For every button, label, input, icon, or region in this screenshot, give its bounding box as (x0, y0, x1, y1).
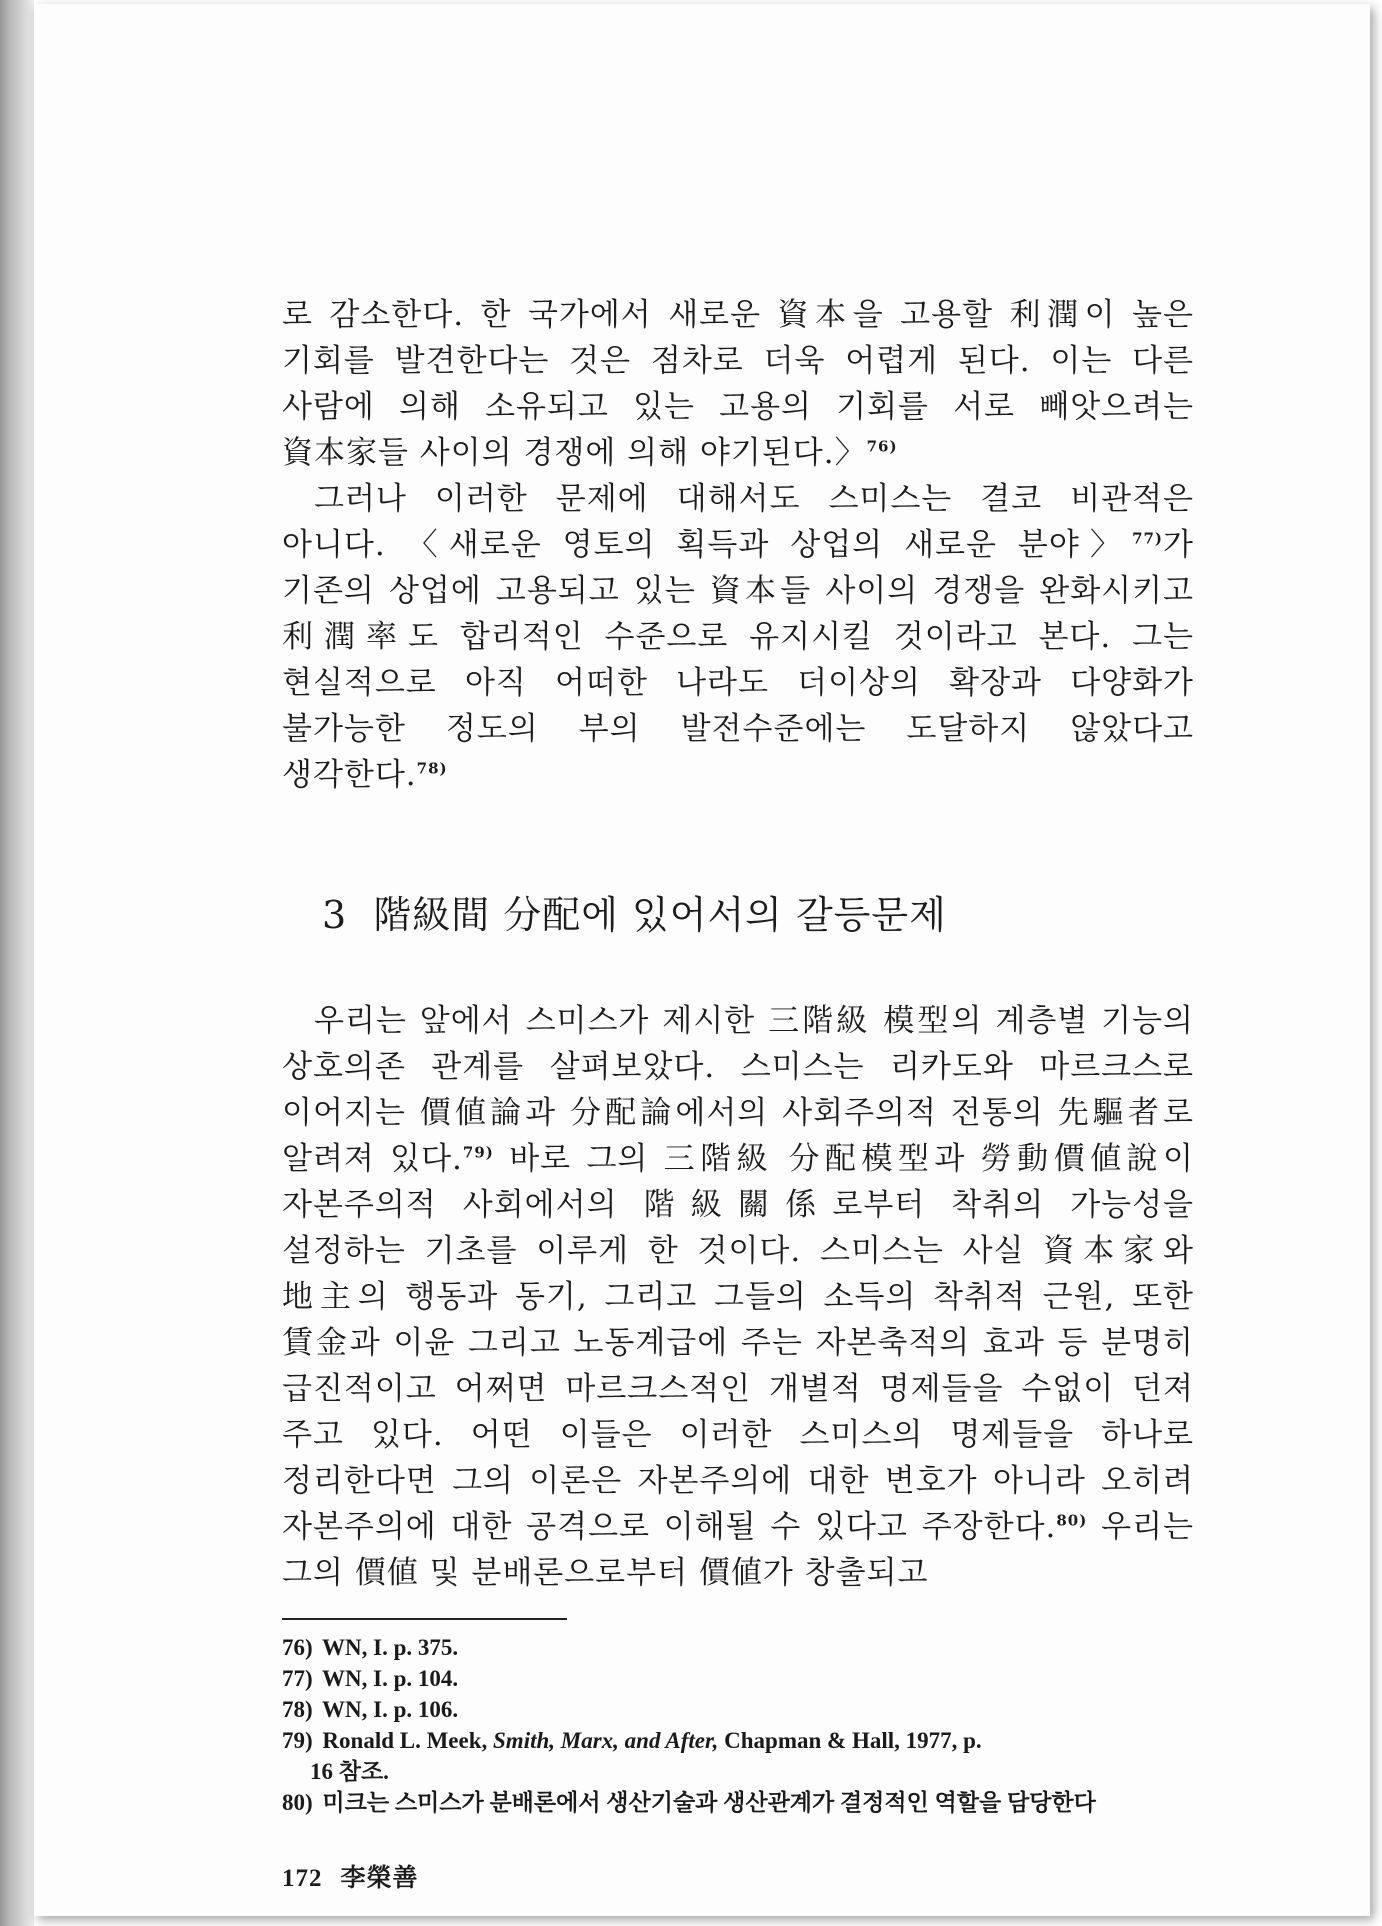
section-heading (322, 890, 1194, 940)
page-folio (282, 1858, 1194, 1894)
page-number: 172 (282, 1865, 323, 1892)
paragraph-2-text-a: 그러나 이러한 문제에 대해서도 스미스는 결코 비관적은 아니다. 〈새로운 영토의 획득과 상업의 새로운 분야〉 (282, 481, 1194, 563)
footnote-ref-78: 78) (416, 759, 448, 778)
footnote-76-marker: 76) (282, 1635, 313, 1660)
paragraph-2 (282, 476, 1194, 798)
footnote-ref-80: 80) (1056, 1511, 1088, 1530)
footnote-79-continuation: 16 참조. (310, 1759, 389, 1784)
footnote-79-publisher: Chapman & Hall, 1977, p. (724, 1728, 982, 1753)
paragraph-1 (282, 292, 1194, 476)
footnote-79-author: Ronald L. Meek, (322, 1728, 488, 1753)
section-title: 階級間 分配에 있어서의 갈등문제 (373, 893, 947, 937)
footnote-80-marker: 80) (282, 1790, 313, 1815)
footnotes (282, 1632, 1194, 1818)
footnote-ref-79: 79) (462, 1143, 494, 1162)
paragraph-3-text-c: 우리는 그의 價値 및 분배론으로부터 價値가 창출되고 (282, 1509, 1194, 1591)
footnote-80-text: 미크는 스미스가 분배론에서 생산기술과 생산관계가 결정적인 역할을 담당한다 (322, 1790, 1096, 1815)
paragraph-2-text-b: 가 기존의 상업에 고용되고 있는 資本들 사이의 경쟁을 완화시키고 利潤率도 합리적인 수준으로 유지시킬 것이라고 본다. 그는 현실적으로 아직 어떠한 나라도 더이상의 확장과 다양화가 불가능한 정도의 부의 발전수준에는 도달하지 않았다고 생각한다. (282, 527, 1194, 793)
footnote-ref-77: 77) (1132, 529, 1164, 548)
footnote-79-title: Smith, Marx, and After, (493, 1728, 719, 1753)
footnote-76 (282, 1632, 1194, 1663)
footnote-77-marker: 77) (282, 1666, 313, 1691)
footnote-divider (282, 1618, 567, 1620)
footnote-78 (282, 1694, 1194, 1725)
paragraph-3-text-a: 우리는 앞에서 스미스가 제시한 三階級 模型의 계층별 기능의 상호의존 관계를 살펴보았다. 스미스는 리카도와 마르크스로 이어지는 價値論과 分配論에서의 사회주의적 전통의 先驅者로 알려져 있다. (282, 1003, 1194, 1177)
footnote-ref-76: 76) (866, 437, 898, 456)
footnote-78-text: WN, I. p. 106. (322, 1697, 459, 1722)
footnote-80 (282, 1787, 1194, 1818)
page-stack-edge (0, 0, 34, 1926)
footnote-77 (282, 1663, 1194, 1694)
footnote-78-marker: 78) (282, 1697, 313, 1722)
running-author: 李榮善 (340, 1865, 419, 1892)
footnote-79 (282, 1725, 1194, 1756)
paragraph-3 (282, 998, 1194, 1596)
paragraph-3-text-b: 바로 그의 三階級 分配模型과 勞動價値說이 자본주의적 사회에서의 階級關係로부터 착취의 가능성을 설정하는 기초를 이루게 한 것이다. 스미스는 사실 資本家와 地主의 행동과 동기, 그리고 그들의 소득의 착취적 근원, 또한 賃金과 이윤 그리고 노동계급에 주는 자본축적의 효과 등 분명히 급진적이고 어쩌면 마르크스적인 개별적 명제들을 수없이 던져 주고 있다. 어떤 이들은 이러한 스미스의 명제들을 하나로 정리한다면 그의 이론은 자본주의에 대한 변호가 아니라 오히려 자본주의에 대한 공격으로 이해될 수 있다고 주장한다. (282, 1141, 1194, 1545)
footnote-76-text: WN, I. p. 375. (322, 1635, 459, 1660)
footnote-79-marker: 79) (282, 1728, 313, 1753)
page-content (282, 292, 1194, 1894)
section-number: 3 (322, 893, 348, 937)
footnote-77-text: WN, I. p. 104. (322, 1666, 459, 1691)
paragraph-1-text: 로 감소한다. 한 국가에서 새로운 資本을 고용할 利潤이 높은 기회를 발견한다는 것은 점차로 더욱 어렵게 된다. 이는 다른 사람에 의해 소유되고 있는 고용의 기회를 서로 빼앗으려는 資本家들 사이의 경쟁에 의해 야기된다.〉 (282, 297, 1194, 471)
